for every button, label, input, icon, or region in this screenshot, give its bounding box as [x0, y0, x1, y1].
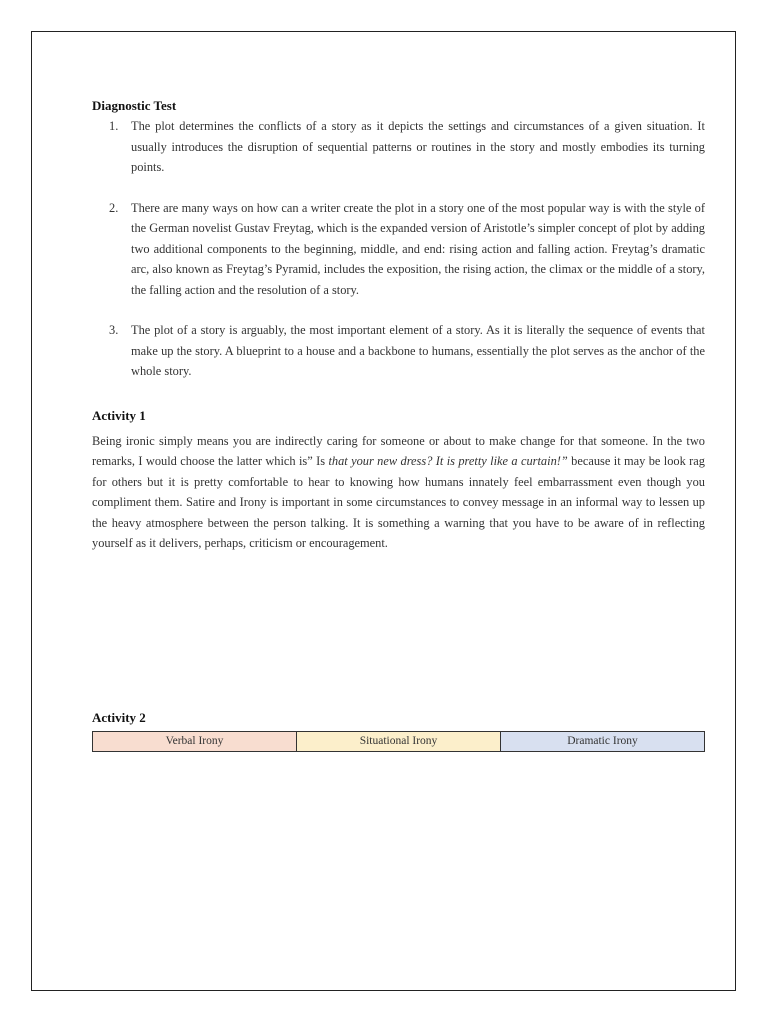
activity-1-heading: Activity 1	[92, 407, 146, 423]
diagnostic-item	[92, 116, 705, 178]
situational-irony-cell: Situational Irony	[297, 731, 501, 751]
item-number: 3.	[109, 323, 119, 337]
diagnostic-test-heading: Diagnostic Test	[92, 98, 177, 113]
irony-table-header-row	[93, 731, 705, 751]
document-content	[92, 96, 705, 752]
diagnostic-list	[92, 116, 705, 382]
document-page	[31, 31, 736, 991]
activity-1-paragraph	[92, 431, 705, 554]
item-number: 1.	[109, 119, 119, 133]
item-text: There are many ways on how can a writer create the plot in a story one of the most popular way is with the style of the German novelist Gustav Freytag, which is the expanded version of Aristotle’s simpler concept of plot by adding two additional components to the beginning, middle, and end: rising action and falling action. Freytag’s dramatic arc, also known as Freytag’s Pyramid, includes the exposition, the rising action, the climax or the middle of a story, the falling action and the resolution of a story.	[131, 200, 705, 297]
diagnostic-item	[92, 320, 705, 382]
activity-1-text-before: Being ironic simply means you are indirectly caring for someone or about to make change for that someone. In the two remarks, I would choose the latter which is” Is	[92, 433, 705, 468]
activity-1-text-after: because it may be look rag for others but it is pretty comfortable to hear to knowing how humans innately feel embarrassment even though you compliment them. Satire and Irony is important in some circumstances to convey message in an informal way to lessen up the heavy atmosphere between the person talking. It is something a warning that you have to be aware of in reflecting yourself as it delivers, perhaps, criticism or encouragement.	[92, 454, 705, 550]
item-text: The plot determines the conflicts of a story as it depicts the settings and circumstances of a given situation. It usually introduces the disruption of sequential patterns or routines in the story and mostly embodies its turning points.	[131, 119, 705, 174]
dramatic-irony-cell: Dramatic Irony	[501, 731, 705, 751]
verbal-irony-cell: Verbal Irony	[93, 731, 297, 751]
irony-table	[92, 731, 705, 752]
item-number: 2.	[109, 200, 119, 215]
item-text: The plot of a story is arguably, the most important element of a story. As it is literally the sequence of events that make up the story. A blueprint to a house and a backbone to humans, essentially the plot serves as the anchor of the whole story.	[131, 323, 705, 378]
activity-2-heading: Activity 2	[92, 709, 146, 725]
activity-1-quote: that your new dress? It is pretty like a curtain!”	[328, 454, 568, 468]
diagnostic-item	[92, 198, 705, 301]
